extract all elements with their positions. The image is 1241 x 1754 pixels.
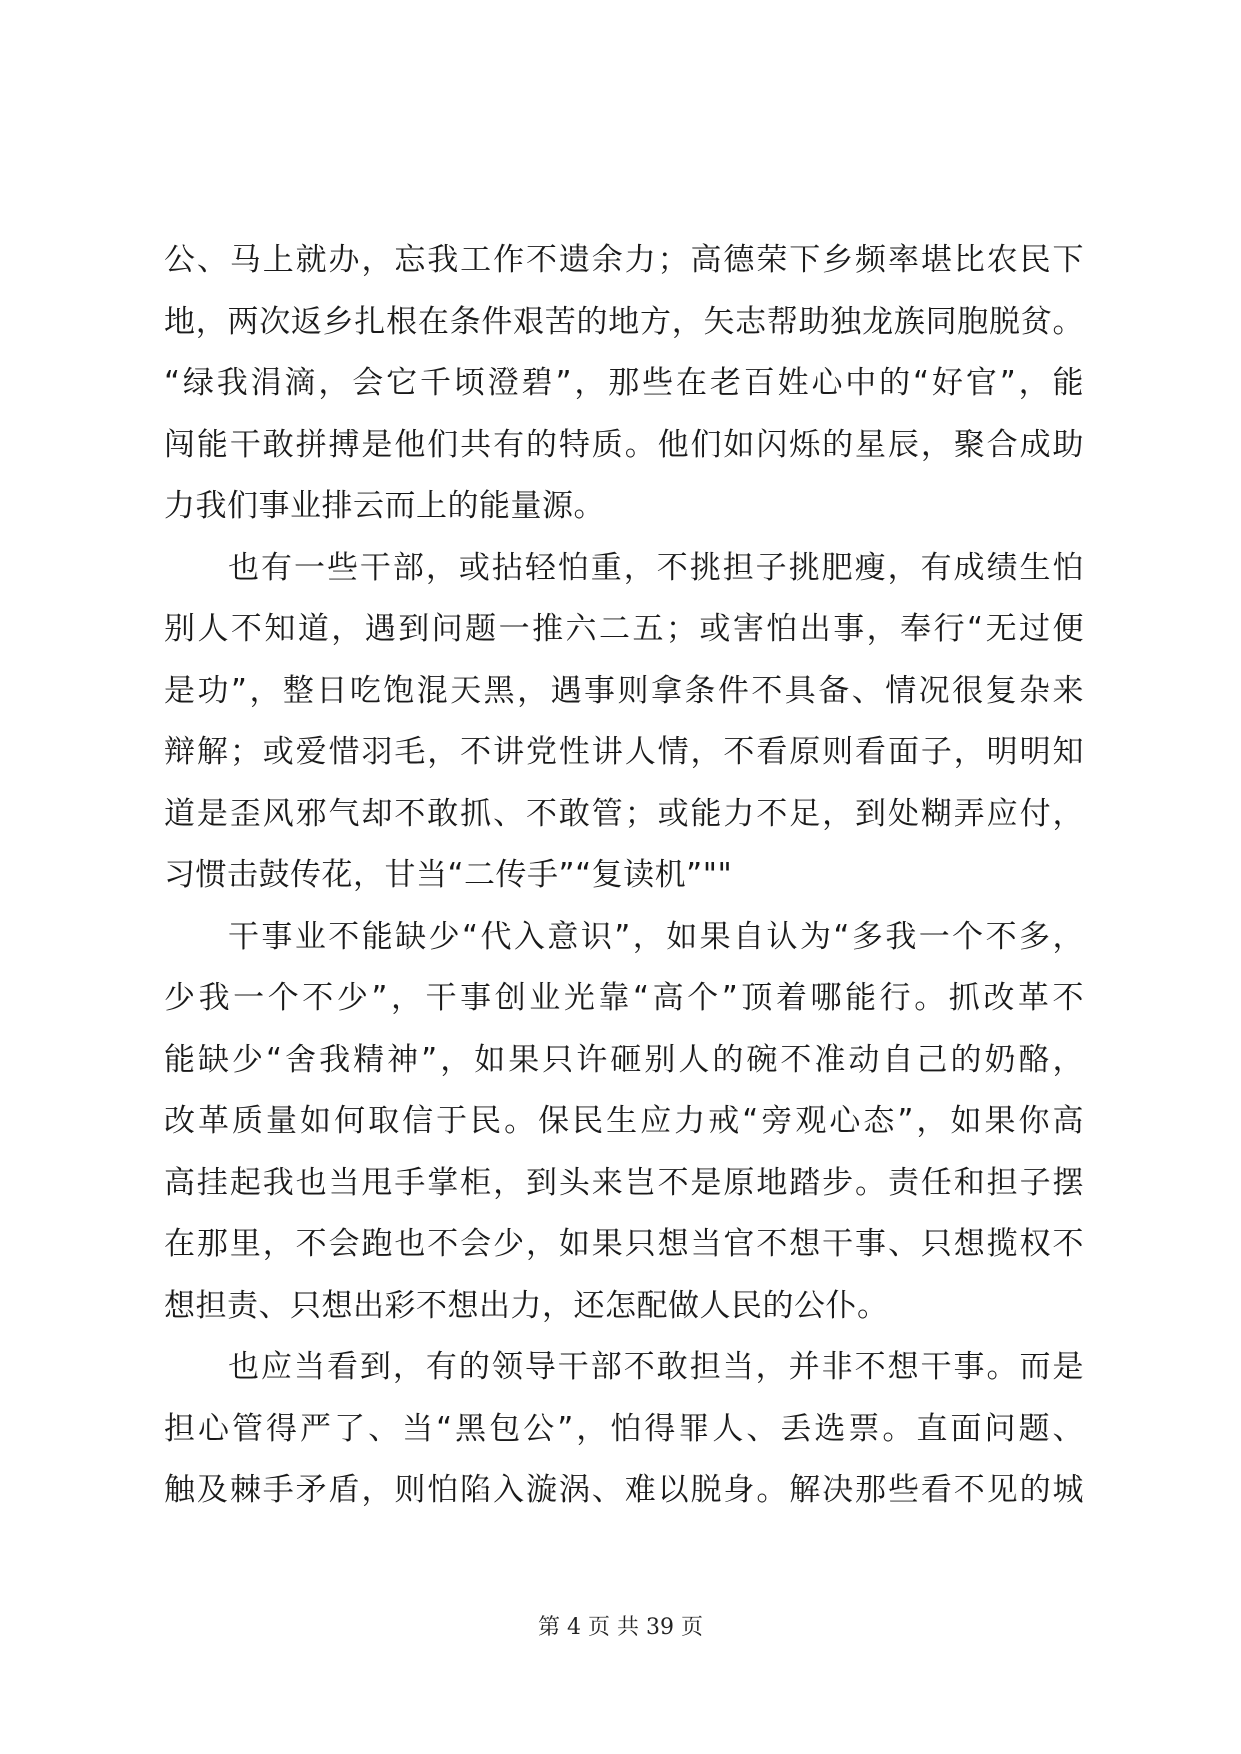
text-line: 是功”，整日吃饱混天黑，遇事则拿条件不具备、情况很复杂来 xyxy=(164,672,1084,709)
text-line: 力我们事业排云而上的能量源。 xyxy=(164,488,605,524)
text-line: 能缺少“舍我精神”，如果只许砸别人的碗不准动自己的奶酪， xyxy=(164,1041,1084,1078)
text-line: 触及棘手矛盾，则怕陷入漩涡、难以脱身。解决那些看不见的城 xyxy=(164,1472,1084,1508)
text-line: 在那里，不会跑也不会少，如果只想当官不想干事、只想揽权不 xyxy=(164,1226,1084,1262)
text-line: 公、马上就办，忘我工作不遗余力；高德荣下乡频率堪比农民下 xyxy=(164,242,1084,278)
page-number-label: 第 4 页 共 39 页 xyxy=(538,1615,703,1640)
text-line: 少我一个不少”，干事创业光靠“高个”顶着哪能行。抓改革不 xyxy=(164,980,1084,1016)
text-line: 改革质量如何取信于民。保民生应力戒“旁观心态”，如果你高 xyxy=(164,1103,1084,1139)
text-line: 辩解；或爱惜羽毛，不讲党性讲人情，不看原则看面子，明明知 xyxy=(164,734,1084,770)
text-line: “绿我涓滴，会它千顷澄碧”，那些在老百姓心中的“好官”，能 xyxy=(164,365,1084,401)
paragraph-first-line: 也有一些干部，或拈轻怕重，不挑担子挑肥瘦，有成绩生怕 xyxy=(228,549,1084,586)
text-line: 担心管得严了、当“黑包公”，怕得罪人、丢选票。直面问题、 xyxy=(164,1410,1084,1447)
text-line: 想担责、只想出彩不想出力，还怎配做人民的公仆。 xyxy=(164,1287,889,1324)
paragraph-first-line: 也应当看到，有的领导干部不敢担当，并非不想干事。而是 xyxy=(228,1349,1084,1385)
text-line: 闯能干敢拼搏是他们共有的特质。他们如闪烁的星辰，聚合成助 xyxy=(164,426,1084,463)
text-line: 高挂起我也当甩手掌柜，到头来岂不是原地踏步。责任和担子摆 xyxy=(164,1164,1084,1201)
text-line: 地，两次返乡扎根在条件艰苦的地方，矢志帮助独龙族同胞脱贫。 xyxy=(164,303,1084,340)
page-footer xyxy=(0,1610,1241,1641)
text-line: 别人不知道，遇到问题一推六二五；或害怕出事，奉行“无过便 xyxy=(164,611,1084,647)
text-line: 习惯击鼓传花，甘当“二传手”“复读机”"" xyxy=(164,857,733,893)
text-line: 道是歪风邪气却不敢抓、不敢管；或能力不足，到处糊弄应付， xyxy=(164,795,1084,832)
paragraph-first-line: 干事业不能缺少“代入意识”，如果自认为“多我一个不多， xyxy=(228,918,1084,955)
document-body xyxy=(164,230,1084,1522)
